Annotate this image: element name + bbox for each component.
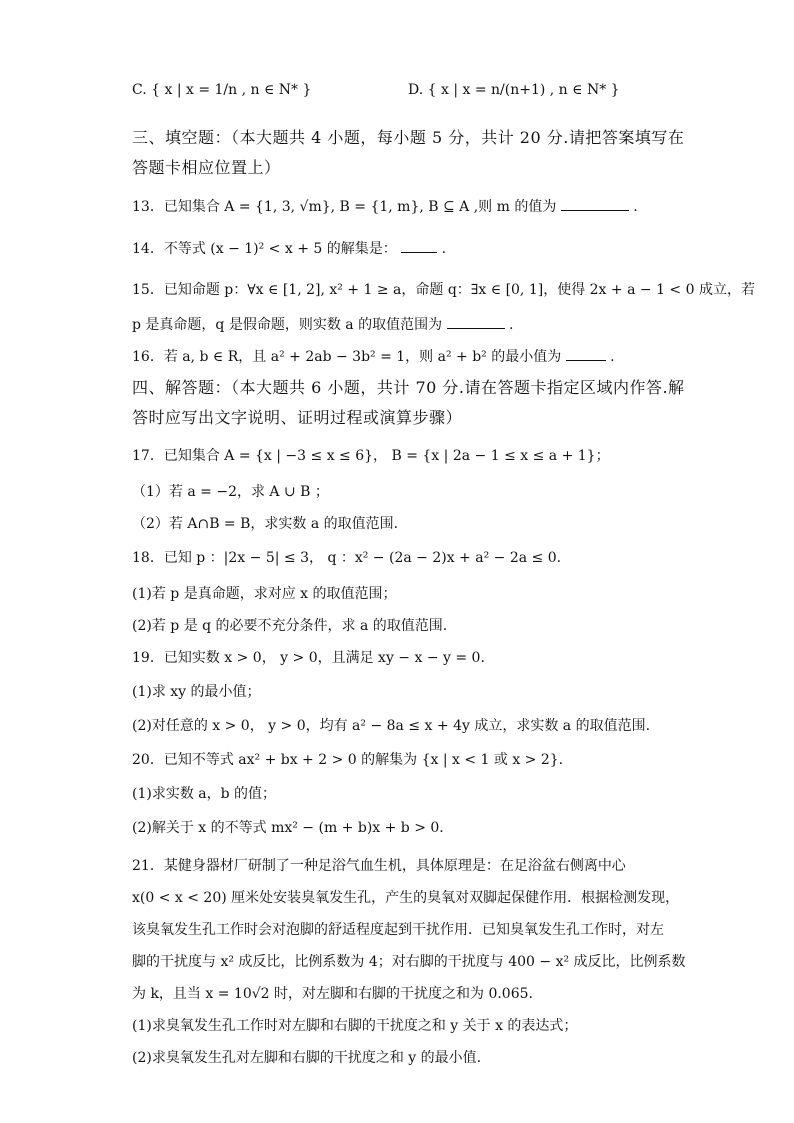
question-14-end: . [441, 241, 447, 257]
question-16-text: 16．若 a, b ∈ R，且 a² + 2ab − 3b² = 1，则 a² + b² 的最小值为 [132, 349, 562, 365]
question-21-part2: (2)求臭氧发生孔对左脚和右脚的干扰度之和 y 的最小值. [132, 1050, 482, 1066]
question-21-line1: 21．某健身器材厂研制了一种足浴气血生机，具体原理是：在足浴盆右侧离中心 [132, 858, 626, 874]
option-c: C. { x | x = 1/n , n ∈ N* } [132, 82, 312, 98]
question-18-stem: 18．已知 p ：|2x − 5| ≤ 3， q ：x² − (2a − 2)x + a² − 2a ≤ 0. [132, 550, 562, 566]
section3-heading-line1: 三、填空题：（本大题共 4 小题，每小题 5 分，共计 20 分.请把答案填写在 [132, 128, 685, 147]
section4-heading-line1: 四、解答题：（本大题共 6 小题，共计 70 分.请在答题卡指定区域内作答.解 [132, 378, 685, 397]
question-19-part2: (2)对任意的 x > 0， y > 0，均有 a² − 8a ≤ x + 4y 成立，求实数 a 的取值范围. [132, 718, 651, 734]
question-21-line4: 脚的干扰度与 x² 成反比，比例系数为 4；对右脚的干扰度与 400 − x² 成反比，比例系数 [132, 954, 686, 970]
question-20-stem: 20．已知不等式 ax² + bx + 2 > 0 的解集为 {x | x < 1 或 x > 2}. [132, 752, 564, 768]
question-20-part2: (2)解关于 x 的不等式 mx² − (m + b)x + b > 0. [132, 820, 444, 836]
question-20-part1: (1)求实数 a，b 的值； [132, 786, 277, 802]
question-18-part1: (1)若 p 是真命题，求对应 x 的取值范围； [132, 586, 397, 602]
question-15-line2 [132, 314, 513, 335]
answer-blank-16[interactable] [566, 346, 606, 361]
question-19-part1: (1)求 xy 的最小值； [132, 684, 261, 700]
question-17-part1: （1）若 a = −2，求 A ∪ B ； [132, 484, 329, 500]
answer-blank-14[interactable] [401, 238, 437, 253]
section4-heading-line2: 答时应写出文字说明、证明过程或演算步骤） [132, 408, 463, 427]
question-15-text: p 是真命题，q 是假命题，则实数 a 的取值范围为 [132, 317, 443, 333]
answer-blank-13[interactable] [561, 196, 629, 211]
answer-blank-15[interactable] [447, 314, 505, 329]
question-14 [132, 238, 446, 259]
question-15-line1: 15．已知命题 p：∀x ∈ [1, 2], x² + 1 ≥ a，命题 q：∃x ∈ [0, 1]，使得 2x + a − 1 < 0 成立，若 [132, 282, 755, 298]
question-15-end: . [508, 317, 514, 333]
question-16-end: . [610, 349, 615, 365]
question-21-part1: (1)求臭氧发生孔工作时对左脚和右脚的干扰度之和 y 关于 x 的表达式； [132, 1018, 578, 1034]
question-16 [132, 346, 615, 367]
option-d: D. { x | x = n/(n+1) , n ∈ N* } [408, 82, 620, 98]
question-19-stem: 19．已知实数 x > 0， y > 0，且满足 xy − x − y = 0. [132, 650, 485, 666]
section3-heading-line2: 答题卡相应位置上） [132, 158, 281, 177]
question-21-line5: 为 k，且当 x = 10√2 时，对左脚和右脚的干扰度之和为 0.065. [132, 986, 533, 1002]
question-13 [132, 196, 638, 217]
question-18-part2: (2)若 p 是 q 的必要不充分条件，求 a 的取值范围. [132, 618, 448, 634]
question-21-line3: 该臭氧发生孔工作时会对泡脚的舒适程度起到干扰作用．已知臭氧发生孔工作时，对左 [132, 922, 664, 938]
question-17-stem: 17．已知集合 A = {x | −3 ≤ x ≤ 6}， B = {x | 2a − 1 ≤ x ≤ a + 1}； [132, 448, 610, 464]
question-17-part2: （2）若 A∩B = B，求实数 a 的取值范围. [132, 516, 399, 532]
question-14-text: 14．不等式 (x − 1)² < x + 5 的解集是： [132, 241, 397, 257]
question-13-text: 13．已知集合 A = {1, 3, √m}, B = {1, m}, B ⊆ A ,则 m 的值为 [132, 199, 557, 215]
question-13-end: . [633, 199, 638, 215]
question-21-line2: x(0 < x < 20) 厘米处安装臭氧发生孔，产生的臭氧对双脚起保健作用．根据检测发现， [132, 890, 680, 906]
